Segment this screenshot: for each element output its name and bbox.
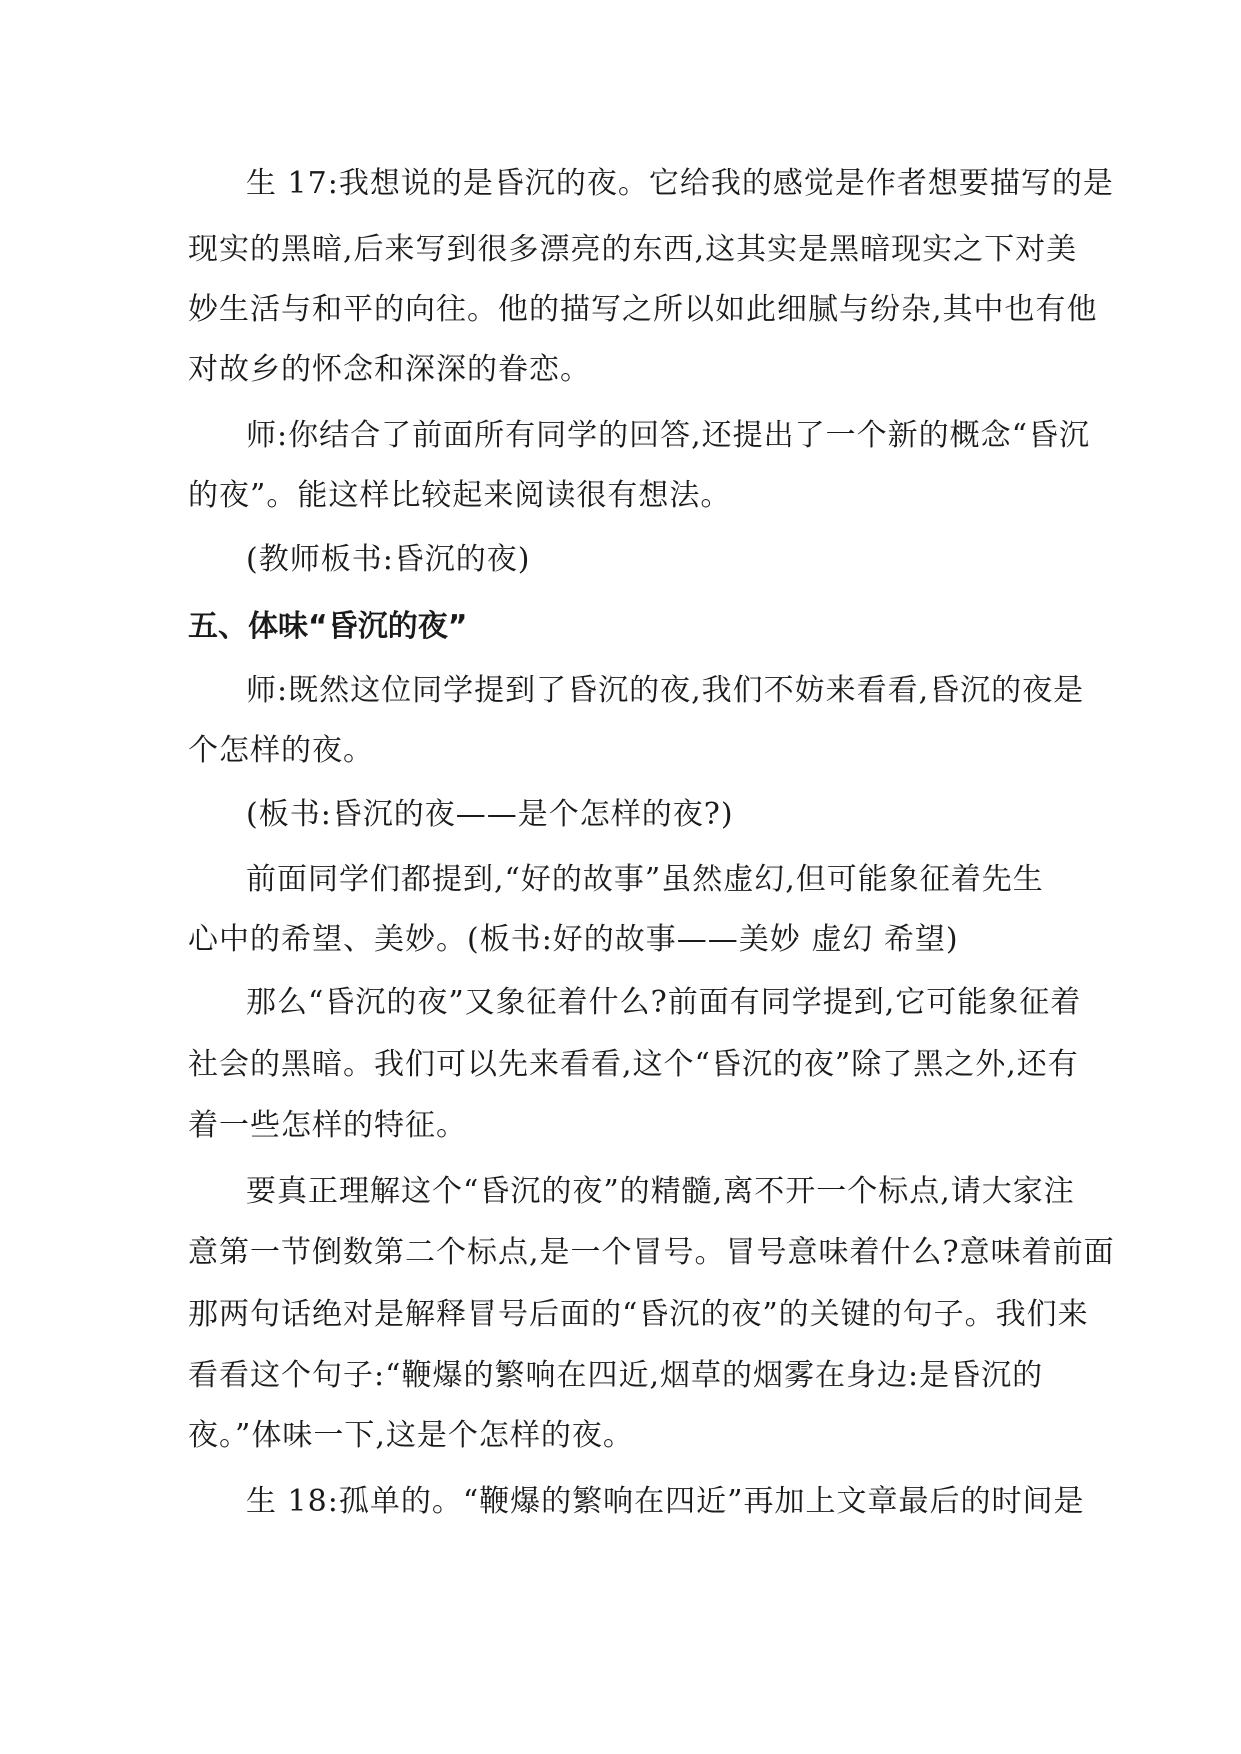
paragraph-line: 着一些怎样的特征。	[188, 1108, 467, 1143]
paragraph-line: 那么“昏沉的夜”又象征着什么?前面有同学提到,它可能象征着	[246, 985, 1082, 1020]
paragraph-line: 对故乡的怀念和深深的眷恋。	[188, 352, 591, 387]
section-heading: 五、体味“昏沉的夜”	[188, 609, 468, 644]
paragraph-line: 社会的黑暗。我们可以先来看看,这个“昏沉的夜”除了黑之外,还有	[188, 1047, 1079, 1082]
board-note: (教师板书:昏沉的夜)	[246, 542, 531, 577]
paragraph-line: 意第一节倒数第二个标点,是一个冒号。冒号意味着什么?意味着前面	[188, 1235, 1115, 1270]
paragraph-line: 个怎样的夜。	[188, 733, 374, 768]
paragraph-line: 师:既然这位同学提到了昏沉的夜,我们不妨来看看,昏沉的夜是	[246, 673, 1085, 708]
paragraph-line: 师:你结合了前面所有同学的回答,还提出了一个新的概念“昏沉	[246, 418, 1090, 453]
paragraph-line: 看看这个句子:“鞭爆的繁响在四近,烟草的烟雾在身边:是昏沉的	[188, 1358, 1044, 1393]
paragraph-line: 心中的希望、美妙。(板书:好的故事——美妙 虚幻 希望)	[188, 922, 959, 957]
paragraph-line: 生 18:孤单的。“鞭爆的繁响在四近”再加上文章最后的时间是	[246, 1484, 1085, 1519]
paragraph-line: 生 17:我想说的是昏沉的夜。它给我的感觉是作者想要描写的是	[246, 166, 1114, 201]
paragraph-line: 夜。”体味一下,这是个怎样的夜。	[188, 1418, 634, 1453]
paragraph-line: 要真正理解这个“昏沉的夜”的精髓,离不开一个标点,请大家注	[246, 1174, 1075, 1209]
paragraph-line: 前面同学们都提到,“好的故事”虽然虚幻,但可能象征着先生	[246, 862, 1044, 897]
paragraph-line: 妙生活与和平的向往。他的描写之所以如此细腻与纷杂,其中也有他	[188, 292, 1098, 327]
paragraph-line: 那两句话绝对是解释冒号后面的“昏沉的夜”的关键的句子。我们来	[188, 1297, 1089, 1332]
paragraph-line: 的夜”。能这样比较起来阅读很有想法。	[188, 478, 732, 513]
board-note: (板书:昏沉的夜——是个怎样的夜?)	[246, 797, 734, 832]
paragraph-line: 现实的黑暗,后来写到很多漂亮的东西,这其实是黑暗现实之下对美	[188, 232, 1078, 267]
